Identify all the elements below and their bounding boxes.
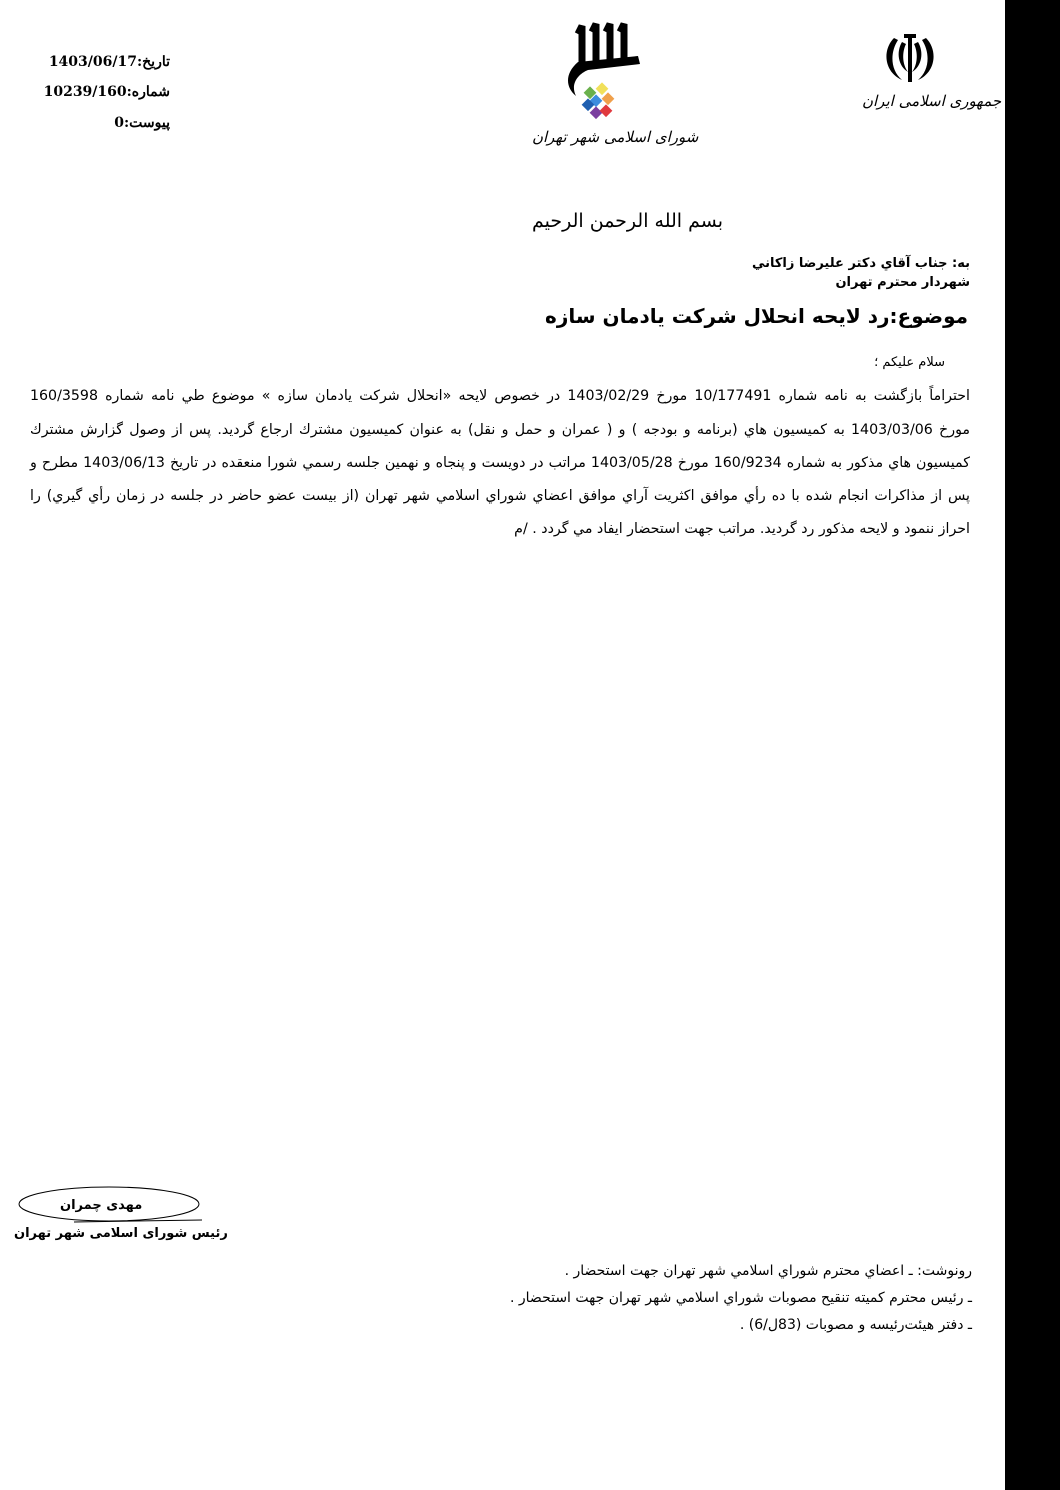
cc-line: رونوشت: ـ اعضاي محترم شوراي اسلامي شهر تهران جهت استحضار . xyxy=(564,1263,972,1279)
scan-border-strip xyxy=(1005,0,1060,1490)
body-line: مورخ 1403/03/06 به كميسيون هاي (برنامه و بودجه ) و ( عمران و حمل و نقل) به عنوان كميسيون مشترك ارجاع گرديد. پس از وصول گزارش مشترك xyxy=(30,422,970,438)
attachment-line xyxy=(30,115,170,131)
body-line: پس از مذاكرات انجام شده با ده رأي موافق اكثريت آراي موافق اعضاي شوراي اسلامي شهر تهران (از بيست عضو حاضر در جلسه در زمان رأي گيري) را xyxy=(30,488,970,504)
recipient-name: به: جناب آقاي دكتر عليرضا زاكاني xyxy=(751,256,970,271)
body-line: احراز ننمود و لايحه مذكور رد گرديد. مراتب جهت استحضار ايفاد مي گردد . /م xyxy=(514,521,970,537)
attachment-label: پیوست: xyxy=(124,115,170,131)
number-label: شماره: xyxy=(126,84,170,100)
body-line: كميسيون هاي مذكور به شماره 160/9234 مورخ 1403/05/28 مراتب در دويست و پنجاه و نهمين جلسه رسمي شورا منعقده در تاريخ 1403/06/13 مطرح و xyxy=(30,455,970,471)
council-emblem-icon xyxy=(548,22,658,122)
date-label: تاریخ: xyxy=(136,54,170,70)
date-line xyxy=(30,54,170,70)
signer-name: مهدی چمران xyxy=(60,1198,143,1213)
iran-emblem-icon xyxy=(880,28,940,88)
subject-line: موضوع:رد لايحه انحلال شركت يادمان سازه xyxy=(545,304,968,328)
number-value: 10239/160 xyxy=(43,84,127,100)
recipient-title: شهردار محترم تهران xyxy=(835,275,970,290)
council-logo-text: شورای اسلامی شهر تهران xyxy=(532,128,699,146)
cc-line: ـ دفتر هيئت‌رئيسه و مصوبات (83ل/6) . xyxy=(739,1317,972,1333)
iran-emblem xyxy=(880,28,940,88)
body-line: احتراماً بازگشت به نامه شماره 10/177491 مورخ 1403/02/29 در خصوص لايحه «انحلال شركت يادمان سازه » موضوع طي نامه شماره 160/3598 xyxy=(30,388,970,404)
bismillah: بسم الله الرحمن الرحيم xyxy=(532,210,723,232)
signer-title: رئیس شورای اسلامی شهر تهران xyxy=(14,1226,228,1241)
council-logo xyxy=(548,22,658,122)
republic-logo-text: جمهوری اسلامی ایران xyxy=(862,92,1002,110)
attachment-value: 0 xyxy=(114,115,124,131)
number-line xyxy=(30,84,170,100)
date-value: 1403/06/17 xyxy=(48,54,137,70)
greeting: سلام عليكم ؛ xyxy=(874,355,945,370)
cc-line: ـ رئيس محترم كميته تنقيح مصوبات شوراي اسلامي شهر تهران جهت استحضار . xyxy=(510,1290,972,1306)
